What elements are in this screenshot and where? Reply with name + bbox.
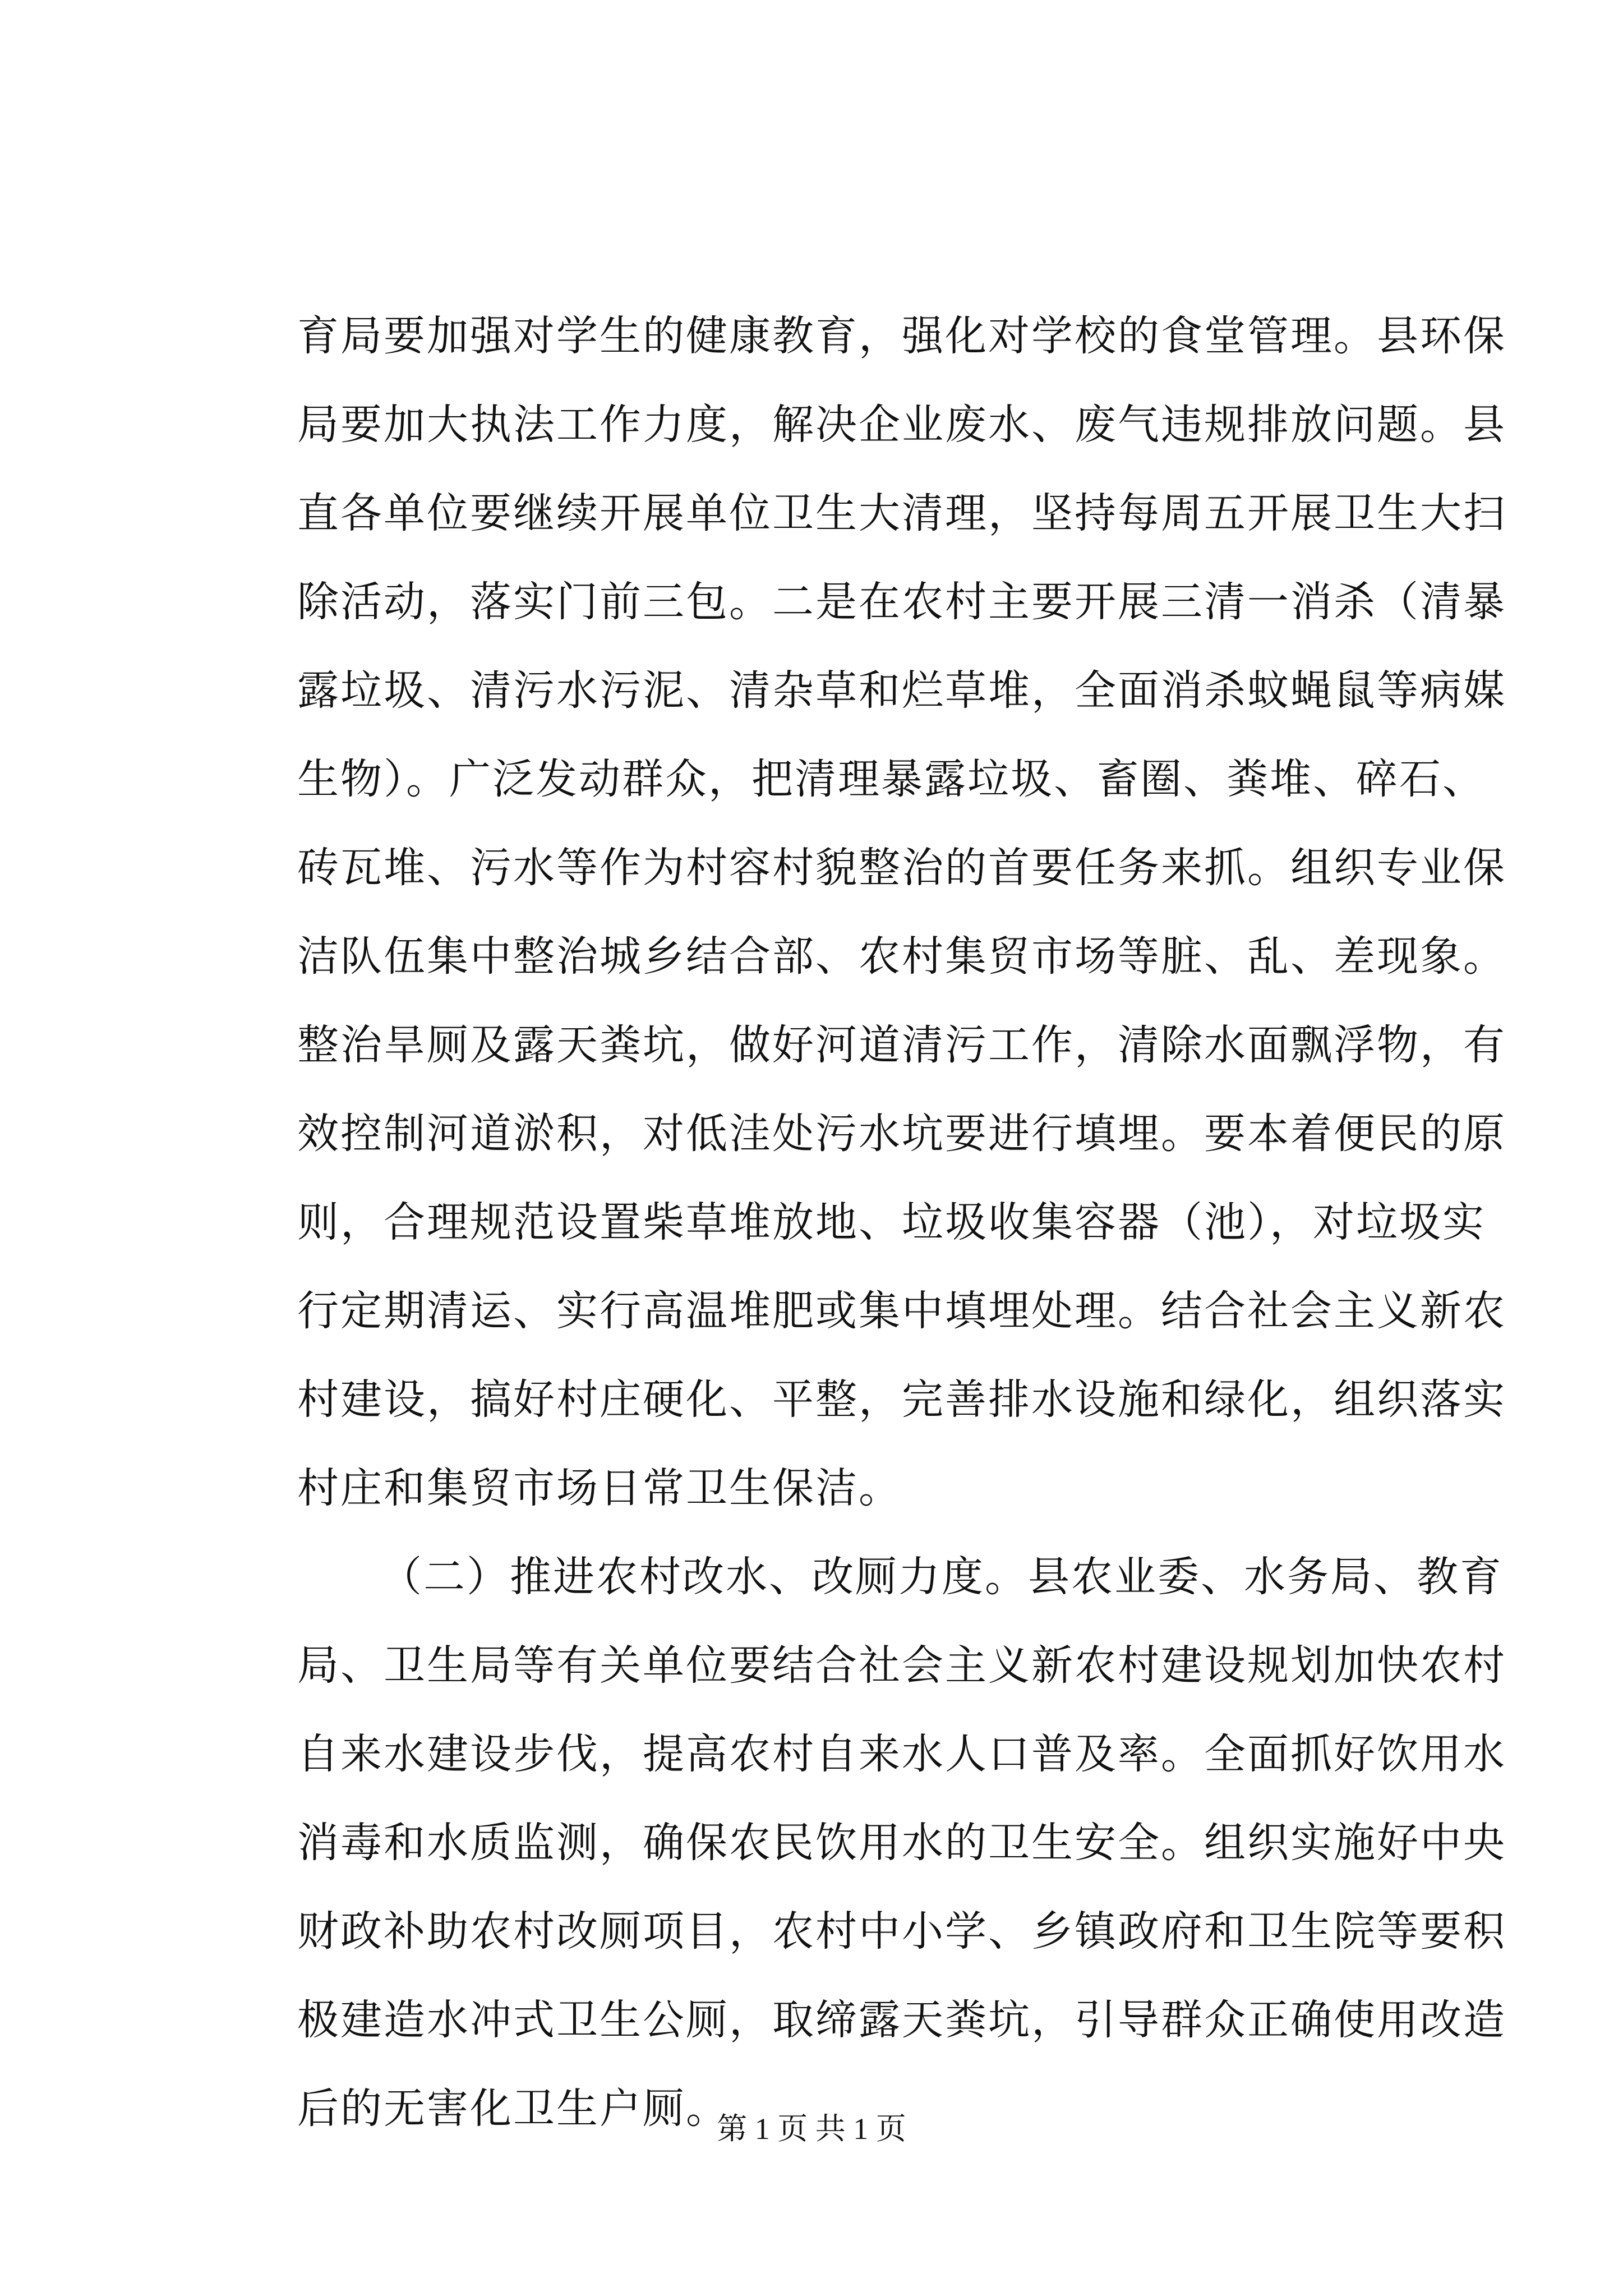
text-line: 财政补助农村改厕项目，农村中小学、乡镇政府和卫生院等要积 bbox=[297, 1907, 1506, 1955]
text-line: 育局要加强对学生的健康教育，强化对学校的食堂管理。县环保 bbox=[297, 312, 1506, 360]
text-line: 则，合理规范设置柴草堆放地、垃圾收集容器（池），对垃圾实 bbox=[297, 1198, 1486, 1246]
text-line: 除活动，落实门前三包。二是在农村主要开展三清一消杀（清暴 bbox=[297, 578, 1506, 626]
text-line: 消毒和水质监测，确保农民饮用水的卫生安全。组织实施好中央 bbox=[297, 1819, 1506, 1867]
text-line: 生物）。广泛发动群众，把清理暴露垃圾、畜圈、粪堆、碎石、 bbox=[297, 755, 1486, 803]
text-line: 行定期清运、实行高温堆肥或集中填埋处理。结合社会主义新农 bbox=[297, 1287, 1506, 1335]
text-line: 洁队伍集中整治城乡结合部、农村集贸市场等脏、乱、差现象。 bbox=[297, 932, 1506, 981]
text-line: 局要加大执法工作力度，解决企业废水、废气违规排放问题。县 bbox=[297, 401, 1506, 449]
text-line: 整治旱厕及露天粪坑，做好河道清污工作，清除水面飘浮物，有 bbox=[297, 1021, 1506, 1069]
text-line: 露垃圾、清污水污泥、清杂草和烂草堆，全面消杀蚊蝇鼠等病媒 bbox=[297, 666, 1506, 715]
text-line: 局、卫生局等有关单位要结合社会主义新农村建设规划加快农村 bbox=[297, 1641, 1506, 1690]
text-line: 砖瓦堆、污水等作为村容村貌整治的首要任务来抓。组织专业保 bbox=[297, 844, 1506, 892]
paragraph-heading-line: （二）推进农村改水、改厕力度。县农业委、水务局、教育 bbox=[380, 1553, 1503, 1601]
text-line: 极建造水冲式卫生公厕，取缔露天粪坑，引导群众正确使用改造 bbox=[297, 1996, 1506, 2044]
text-line: 效控制河道淤积，对低洼处污水坑要进行填埋。要本着便民的原 bbox=[297, 1110, 1506, 1158]
page-footer bbox=[0, 2109, 1623, 2148]
text-line: 直各单位要继续开展单位卫生大清理，坚持每周五开展卫生大扫 bbox=[297, 489, 1506, 537]
text-line: 村建设，搞好村庄硬化、平整，完善排水设施和绿化，组织落实 bbox=[297, 1375, 1506, 1424]
page-number-label: 第 1 页 共 1 页 bbox=[717, 2112, 906, 2146]
text-line: 村庄和集贸市场日常卫生保洁。 bbox=[297, 1464, 902, 1512]
text-line: 自来水建设步伐，提高农村自来水人口普及率。全面抓好饮用水 bbox=[297, 1730, 1506, 1778]
text-line: 后的无害化卫生户厕。 bbox=[297, 2085, 729, 2133]
body-text bbox=[297, 292, 1506, 2153]
